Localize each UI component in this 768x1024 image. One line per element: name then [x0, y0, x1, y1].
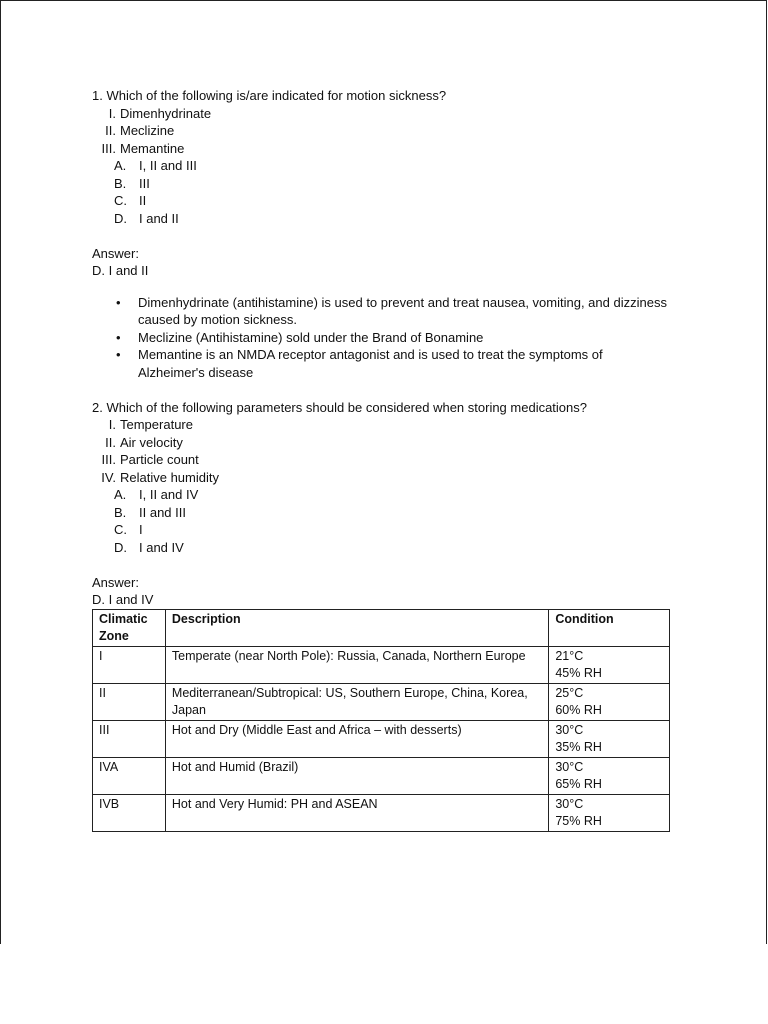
- answer-value: D. I and IV: [92, 592, 154, 607]
- question-item: II. Air velocity: [105, 434, 183, 450]
- choice-item: A. I, II and IV: [114, 487, 199, 502]
- answer-value: D. I and II: [92, 263, 149, 278]
- table-row: [93, 720, 670, 757]
- description-cell: Temperate (near North Pole): Russia, Canada, Northern Europe: [165, 646, 548, 683]
- bullet-icon: •: [116, 294, 121, 310]
- question-2-choices: [92, 486, 692, 556]
- explanation-item: • Dimenhydrinate (antihistamine) is used to prevent and treat nausea, vomiting, and dizziness caused by motion sickness.: [116, 294, 667, 327]
- condition-cell: 30°C 35% RH: [549, 720, 670, 757]
- table-row: [93, 757, 670, 794]
- choice-item: D. I and II: [114, 210, 179, 226]
- zone-cell: II: [93, 683, 166, 720]
- climatic-zone-table: [92, 609, 670, 832]
- explanation-item: • Memantine is an NMDA receptor antagonist and is used to treat the symptoms of Alzheimer's disease: [116, 347, 603, 380]
- description-cell: Hot and Very Humid: PH and ASEAN: [165, 794, 548, 831]
- question-item: I. Temperature: [108, 417, 193, 432]
- description-cell: Mediterranean/Subtropical: US, Southern Europe, China, Korea, Japan: [165, 683, 548, 720]
- choice-item: D. I and IV: [114, 539, 184, 555]
- question-1-items: [92, 105, 692, 158]
- column-header: Description: [165, 609, 548, 646]
- question-1-text: 1. Which of the following is/are indicated for motion sickness?: [92, 88, 447, 103]
- question-2-text: 2. Which of the following parameters should be considered when storing medications?: [92, 399, 587, 415]
- question-2-items: [92, 416, 692, 486]
- question-1-choices: [92, 157, 692, 227]
- table-row: [93, 646, 670, 683]
- bullet-icon: •: [116, 329, 121, 345]
- condition-cell: 21°C 45% RH: [549, 646, 670, 683]
- description-cell: Hot and Dry (Middle East and Africa – with desserts): [165, 720, 548, 757]
- table-header-row: [93, 609, 670, 646]
- choice-item: C. II: [114, 193, 147, 208]
- zone-cell: III: [93, 720, 166, 757]
- zone-cell: IVB: [93, 794, 166, 831]
- table-row: [93, 794, 670, 831]
- document-content: [92, 87, 692, 832]
- column-header: Climatic Zone: [93, 609, 166, 646]
- zone-cell: IVA: [93, 757, 166, 794]
- choice-item: A. I, II and III: [114, 158, 197, 173]
- table-row: [93, 683, 670, 720]
- answer-label: Answer:: [92, 245, 139, 261]
- condition-cell: 30°C 65% RH: [549, 757, 670, 794]
- condition-cell: 25°C 60% RH: [549, 683, 670, 720]
- description-cell: Hot and Humid (Brazil): [165, 757, 548, 794]
- choice-item: B. III: [114, 175, 150, 191]
- bullet-icon: •: [116, 347, 121, 362]
- question-item: I. Dimenhydrinate: [108, 105, 212, 121]
- question-item: II. Meclizine: [105, 123, 175, 138]
- explanation-item: • Meclizine (Antihistamine) sold under the Brand of Bonamine: [116, 329, 484, 345]
- condition-cell: 30°C 75% RH: [549, 794, 670, 831]
- choice-item: C. I: [114, 522, 143, 537]
- choice-item: B. II and III: [114, 504, 186, 520]
- question-item: III. Particle count: [101, 452, 199, 467]
- question-item: III. Memantine: [101, 140, 185, 156]
- answer-label: Answer:: [92, 574, 139, 590]
- zone-cell: I: [93, 646, 166, 683]
- question-item: IV. Relative humidity: [101, 469, 219, 485]
- column-header: Condition: [549, 609, 670, 646]
- explanation-list: [92, 294, 692, 382]
